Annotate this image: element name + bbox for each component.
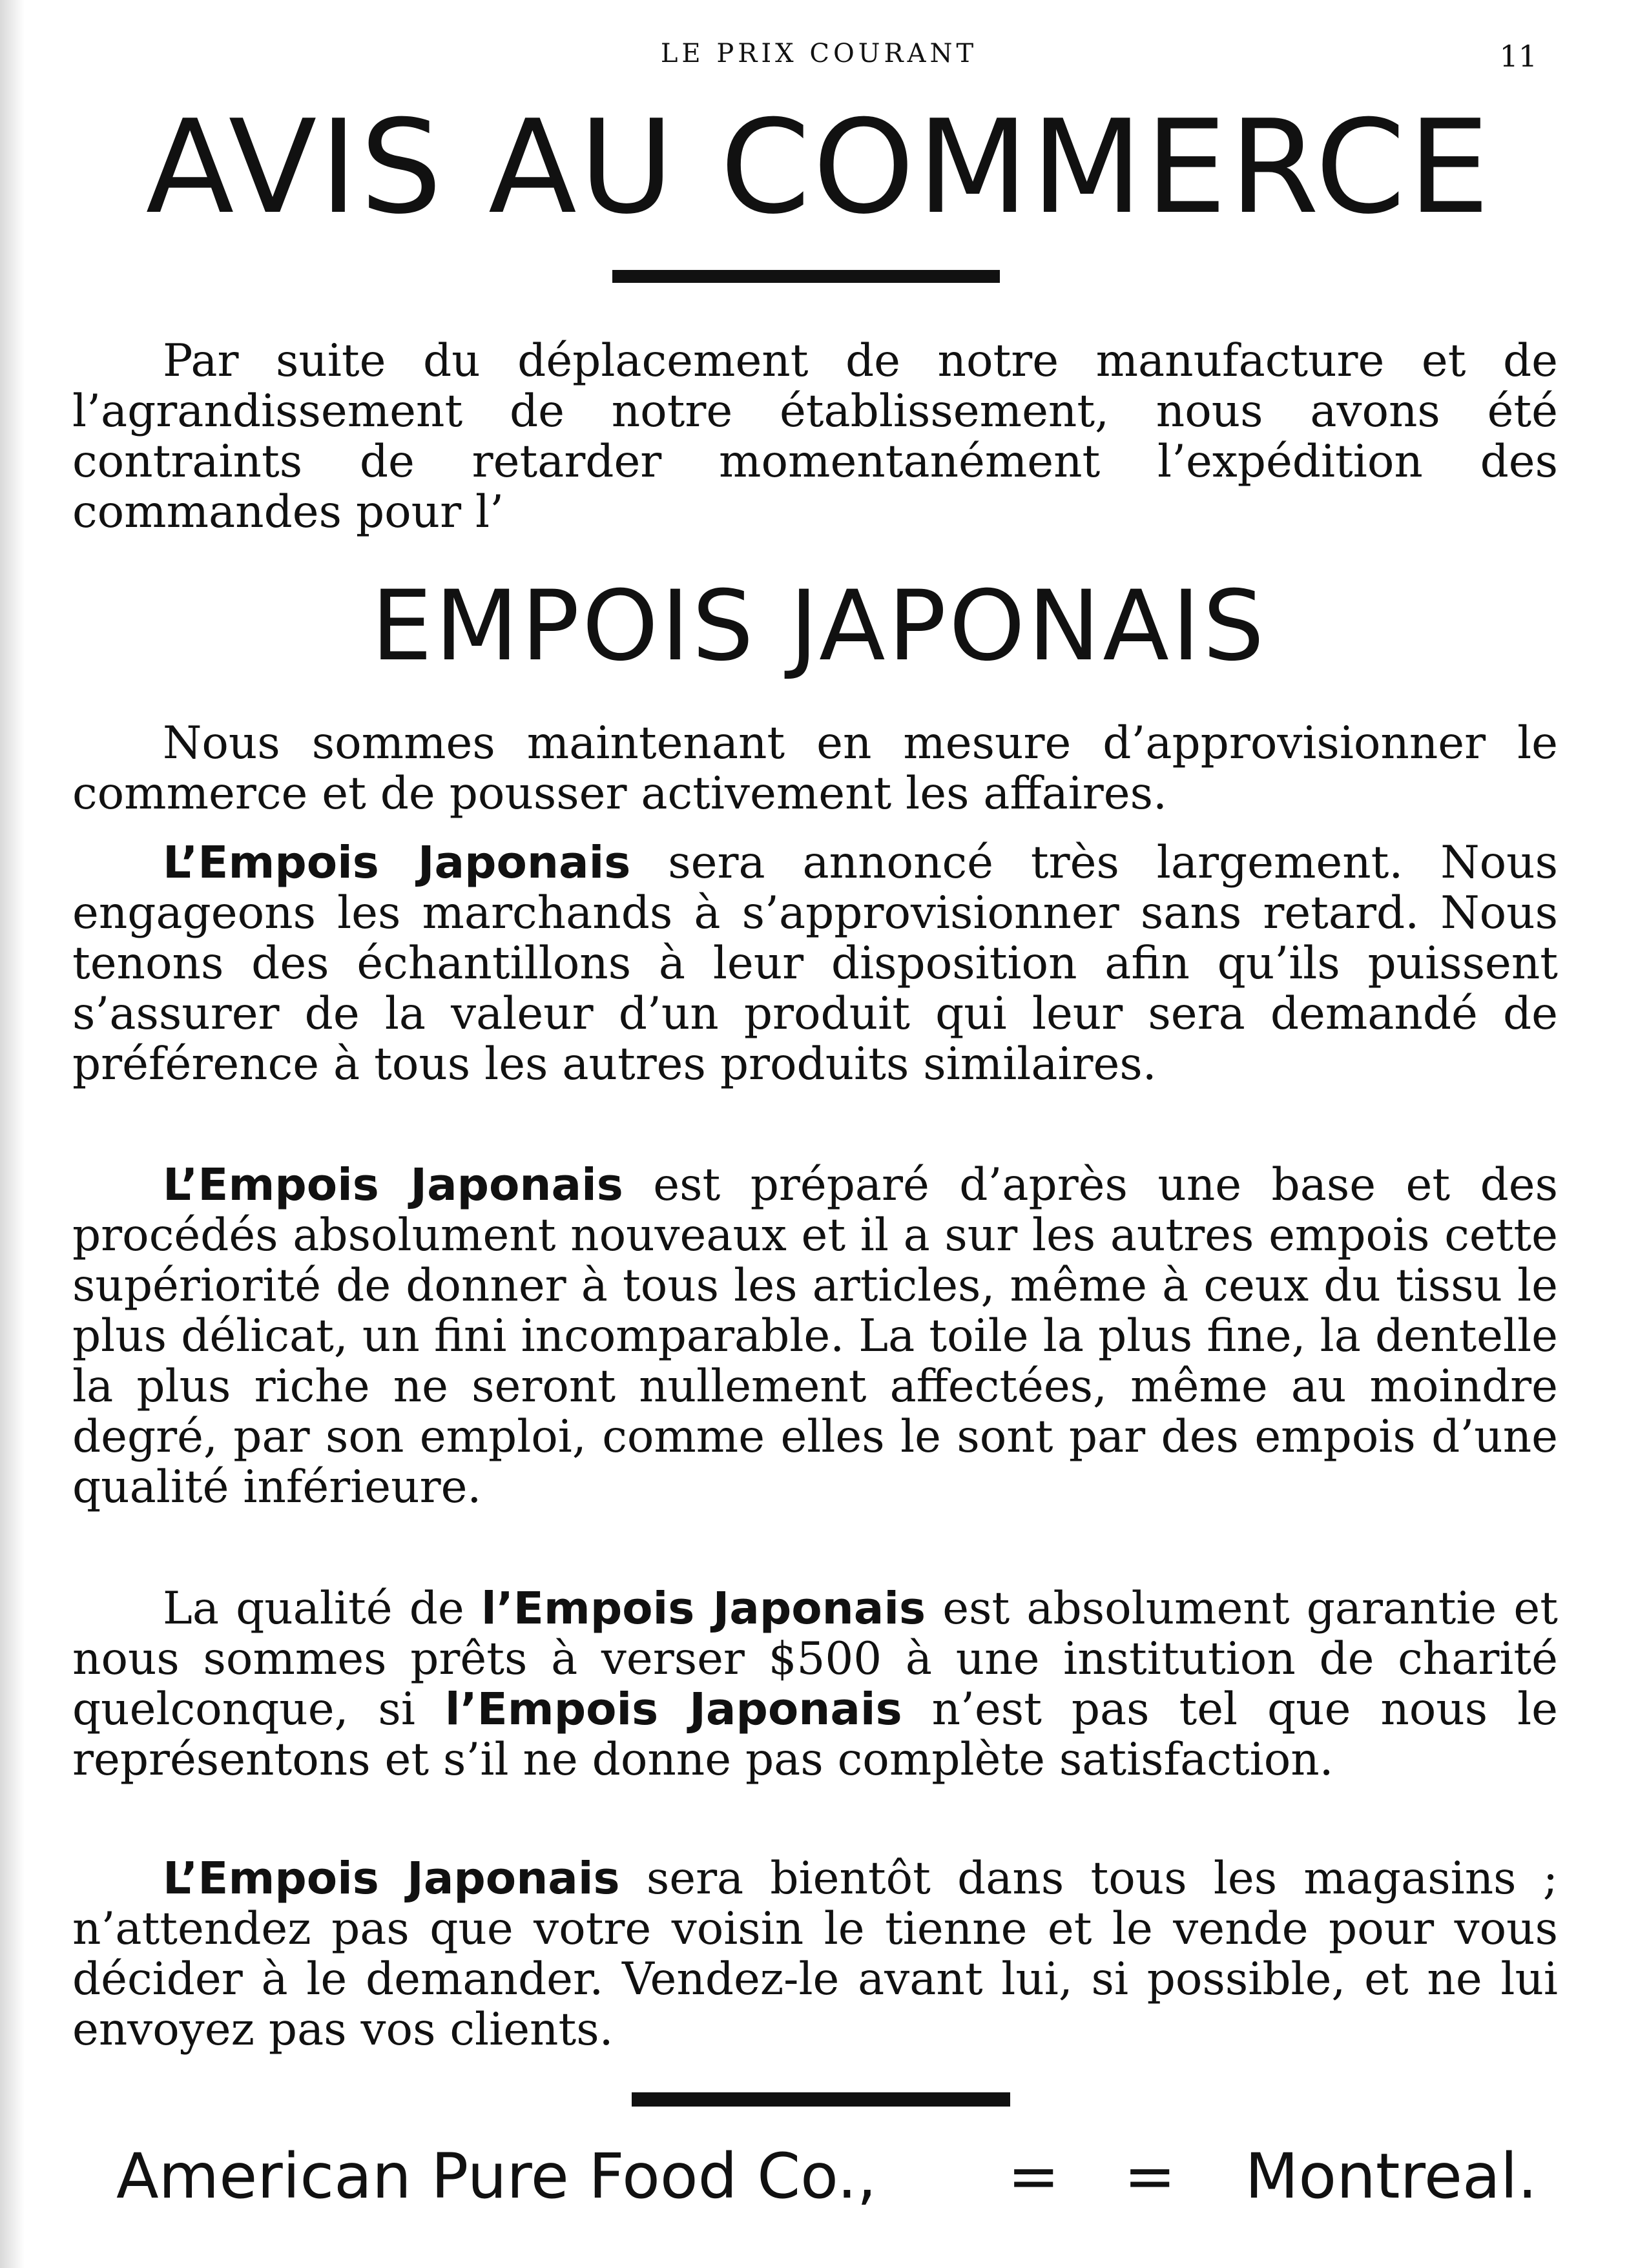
running-title: LE PRIX COURANT [660,39,978,68]
brand-name: L’Empois Japonais [163,837,631,889]
brand-name: l’Empois Japonais [444,1684,902,1735]
paragraph-quality-text: est préparé d’après une base et des procédés absolument nouveaux et il a sur les autres empois cette supériorité de donner à tous les articles, même à ceux du tissu le plus délicat, un fini incomparable. La toile la plus fine, la dentelle la plus riche ne seront nullement affectées, même au moindre degré, par son emploi, comme elles le sont par des empois d’une qualité inférieure. [72,1159,1558,1513]
running-head [0,39,1638,77]
brand-name: L’Empois Japonais [163,1159,623,1211]
paragraph-availability: Nous sommes maintenant en mesure d’approvisionner le commerce et de pousser activement les affaires. [72,717,1558,820]
paragraph-guarantee [72,1583,1558,1785]
intro-paragraph: Par suite du déplacement de notre manufacture et de l’agrandissement de notre établissement, nous avons été contraints de retarder momentanément l’expédition des commandes pour l’ [72,335,1558,538]
page-number: 11 [1499,39,1537,74]
paragraph-advertising [72,838,1558,1089]
product-title: EMPOIS JAPONAIS [371,570,1267,683]
separator: = [1008,2140,1060,2212]
paragraph-guarantee-end: n’est pas tel que nous le représentons et s’il ne donne pas complète satisfaction. [72,1684,1558,1786]
top-rule [612,270,1000,283]
scan-edge-shadow [0,0,25,2268]
main-title: AVIS AU COMMERCE [145,92,1493,243]
city-name: Montreal. [1245,2140,1537,2212]
signature [116,2138,1537,2215]
brand-name: L’Empois Japonais [163,1853,620,1904]
paragraph-guarantee-start: La qualité de [163,1583,481,1634]
company-name: American Pure Food Co., [116,2140,877,2212]
paragraph-stores-text: sera bientôt dans tous les magasins ; n’attendez pas que votre voisin le tienne et le vende pour vous décider à le demander. Vendez-le avant lui, si possible, et ne lui envoyez pas vos clients. [72,1853,1558,2056]
separator: = [1124,2140,1176,2212]
paragraph-stores [72,1853,1558,2055]
brand-name: l’Empois Japonais [481,1583,926,1634]
bottom-rule [632,2092,1010,2107]
paragraph-advertising-text: sera annoncé très largement. Nous engageons les marchands à s’approvisionner sans retard. Nous tenons des échantillons à leur disposition afin qu’ils puissent s’assurer de la valeur d’un produit qui leur sera demandé de préférence à tous les autres produits similaires. [72,837,1559,1090]
paragraph-quality [72,1160,1558,1512]
paragraph-guarantee-middle: est absolument garantie et nous sommes prêts à verser $500 à une institution de charité quelconque, si [72,1583,1558,1735]
